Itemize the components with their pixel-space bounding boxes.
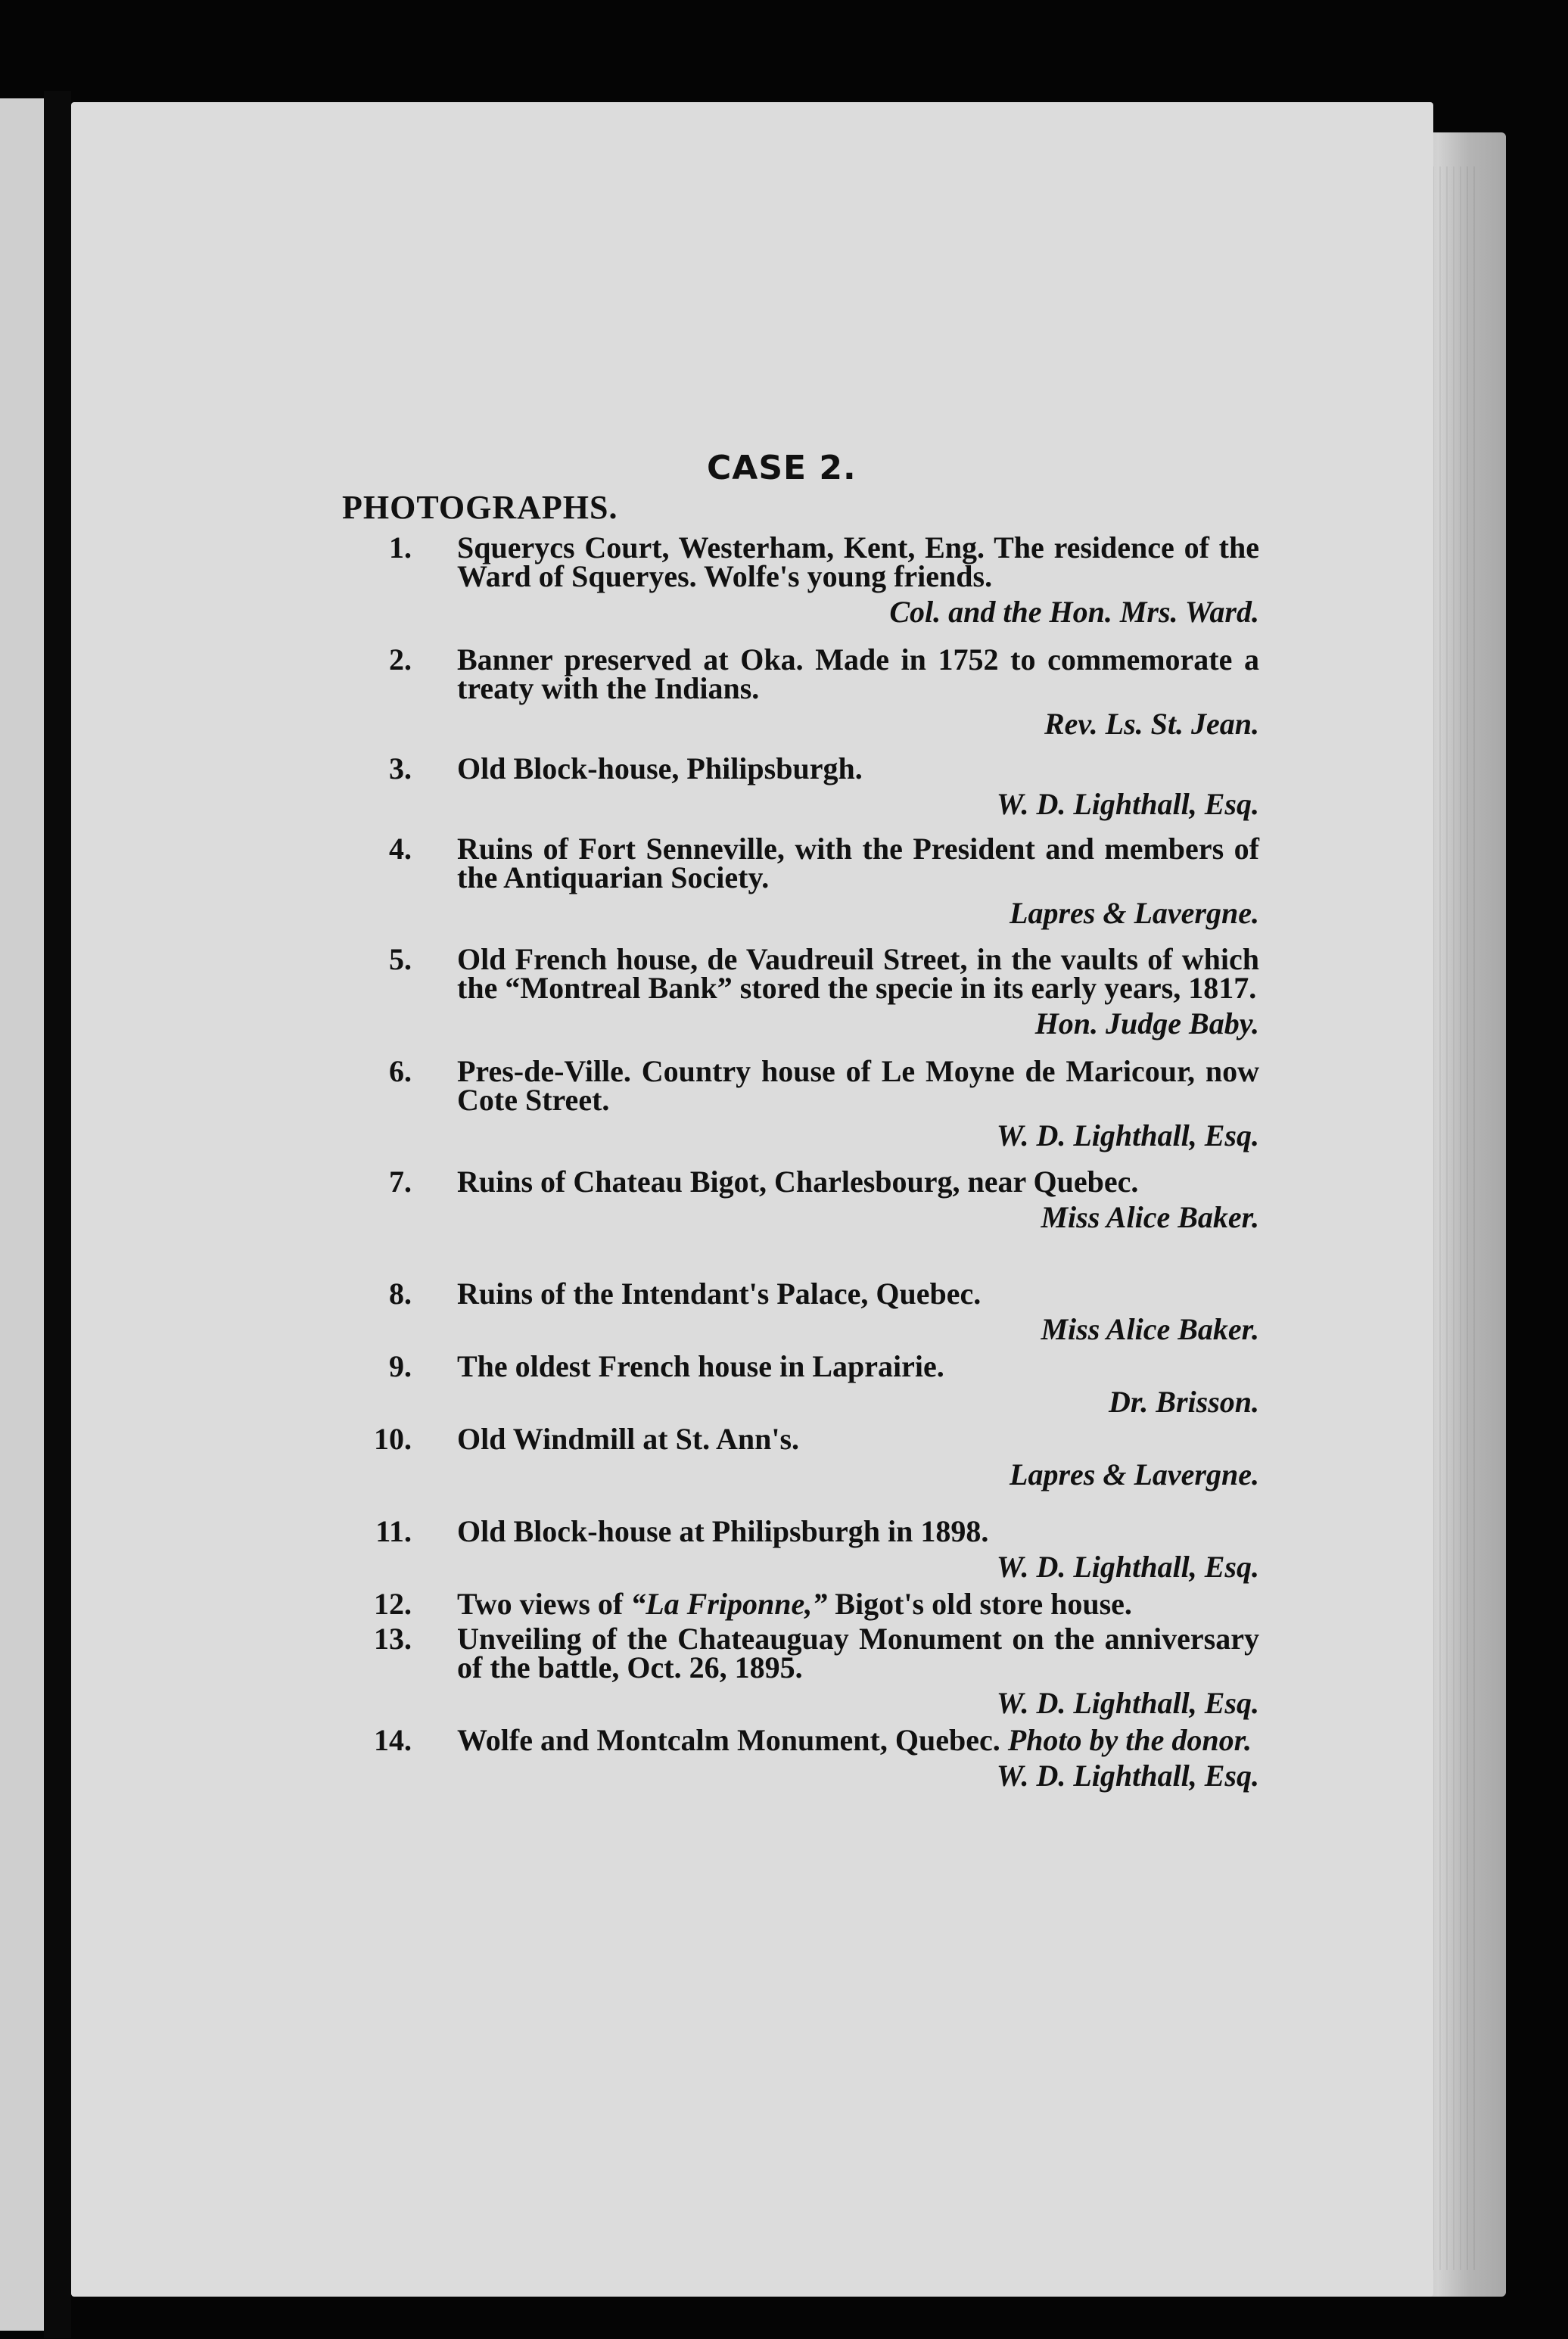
item-donor: W. D. Lighthall, Esq.: [996, 1759, 1259, 1793]
item-description-italic: “La Friponne,”: [630, 1587, 828, 1621]
page-content: [71, 102, 1433, 2297]
item-donor: W. D. Lighthall, Esq.: [996, 1550, 1259, 1584]
item-description: [457, 1723, 1259, 1757]
item-description: Old Windmill at St. Ann's.: [457, 1422, 800, 1456]
item-description: Ruins of the Intendant's Palace, Quebec.: [457, 1277, 982, 1311]
item-donor: Lapres & Lavergne.: [1010, 1457, 1259, 1491]
list-item: [359, 1622, 1259, 1720]
item-number: 7.: [389, 1165, 412, 1199]
item-description: Old Block-house, Philipsburgh.: [457, 751, 863, 785]
facing-page-edge: [0, 98, 44, 2331]
item-description: Unveiling of the Chateauguay Monument on the anniversary of the battle, Oct. 26, 1895.: [457, 1622, 1259, 1684]
list-item: [359, 642, 1259, 741]
item-number: 14.: [374, 1723, 412, 1757]
list-item: [359, 530, 1259, 629]
list-item: [359, 1723, 1259, 1793]
item-number: 11.: [375, 1514, 412, 1548]
item-description: Squerycs Court, Westerham, Kent, Eng. The residence of the Ward of Squeryes. Wolfe's young friends.: [457, 530, 1259, 593]
item-donor: Miss Alice Baker.: [1041, 1312, 1259, 1346]
item-description-text: Bigot's old store house.: [827, 1587, 1132, 1621]
list-item: [359, 1277, 1259, 1346]
item-number: 12.: [374, 1587, 412, 1621]
item-donor: Dr. Brisson.: [1109, 1385, 1259, 1419]
list-item: [359, 832, 1259, 930]
document-page: [71, 102, 1433, 2297]
item-donor: W. D. Lighthall, Esq.: [996, 1118, 1259, 1152]
item-description: Banner preserved at Oka. Made in 1752 to commemorate a treaty with the Indians.: [457, 642, 1259, 705]
list-item: [359, 1587, 1259, 1621]
item-number: 1.: [389, 530, 412, 565]
item-description: Pres-de-Ville. Country house of Le Moyne de Maricour, now Cote Street.: [457, 1054, 1259, 1117]
item-donor: W. D. Lighthall, Esq.: [996, 787, 1259, 821]
item-number: 9.: [389, 1349, 412, 1383]
item-number: 6.: [389, 1054, 412, 1088]
item-number: 3.: [389, 751, 412, 785]
list-item: [359, 751, 1259, 821]
item-number: 4.: [389, 832, 412, 866]
item-description: Old French house, de Vaudreuil Street, in the vaults of which the “Montreal Bank” stored the specie in its early years, 1817.: [457, 942, 1259, 1005]
list-item: [359, 1422, 1259, 1491]
item-number: 8.: [389, 1277, 412, 1311]
item-donor: Miss Alice Baker.: [1041, 1200, 1259, 1234]
item-description: Old Block-house at Philipsburgh in 1898.: [457, 1514, 989, 1548]
list-item: [359, 942, 1259, 1040]
item-donor: Hon. Judge Baby.: [1034, 1006, 1259, 1040]
item-description: The oldest French house in Laprairie.: [457, 1349, 944, 1383]
item-description-text: Wolfe and Montcalm Monument, Quebec.: [457, 1723, 1008, 1757]
list-item: [359, 1514, 1259, 1584]
item-description-italic: Photo by the donor.: [1007, 1723, 1252, 1757]
item-donor: Rev. Ls. St. Jean.: [1044, 707, 1259, 741]
item-number: 10.: [374, 1422, 412, 1456]
item-donor: Lapres & Lavergne.: [1010, 896, 1259, 930]
list-item: [359, 1165, 1259, 1234]
list-item: [359, 1349, 1259, 1419]
case-title: CASE 2.: [707, 449, 857, 487]
item-number: 5.: [389, 942, 412, 976]
item-number: 2.: [389, 642, 412, 677]
item-number: 13.: [374, 1622, 412, 1656]
item-donor: Col. and the Hon. Mrs. Ward.: [889, 595, 1259, 629]
item-description: Ruins of Chateau Bigot, Charlesbourg, near Quebec.: [457, 1165, 1139, 1199]
photograph-list: [359, 530, 1259, 1793]
section-title: PHOTOGRAPHS.: [342, 489, 618, 526]
item-donor: W. D. Lighthall, Esq.: [996, 1686, 1259, 1720]
item-description-text: Two views of: [457, 1587, 631, 1621]
list-item: [359, 1054, 1259, 1152]
item-description: [457, 1587, 1259, 1621]
item-description: Ruins of Fort Senneville, with the President and members of the Antiquarian Society.: [457, 832, 1259, 894]
book-spine: [44, 91, 71, 2338]
